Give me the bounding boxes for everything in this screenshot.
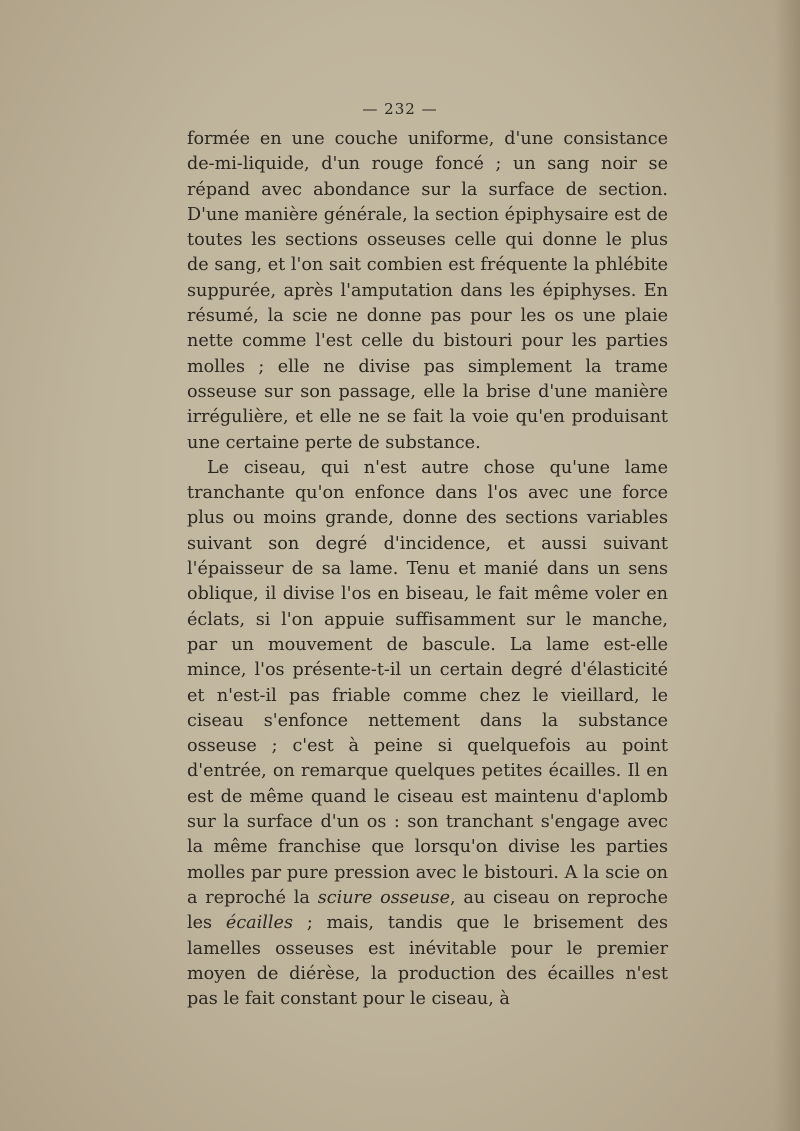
body-text <box>187 127 668 1012</box>
page-number: — 232 — <box>362 100 438 118</box>
paragraph-2-text-a: Le ciseau, qui n'est autre chose qu'une lame tranchante qu'on enfonce dans l'os avec une force plus ou moins grande, donne des sections variables suivant son degré d'incidence, et aussi suivant l'épaisseur de sa lame. Tenu et manié dans un sens oblique, il divise l'os en biseau, le fait même voler en éclats, si l'on appuie suffisamment sur le manche, par un mouvement de bascule. La lame est-elle mince, l'os présente-t-il un certain degré d'élasticité et n'est-il pas friable comme chez le vieillard, le ciseau s'enfonce nettement dans la substance osseuse ; c'est à peine si quelquefois au point d'entrée, on remarque quelques petites écailles. Il en est de même quand le ciseau est maintenu d'aplomb sur la surface d'un os : son tranchant s'engage avec la même franchise que lorsqu'on divise les parties molles par pure pression avec le bistouri. A la scie on a reproché la <box>187 457 668 908</box>
paragraph-2 <box>187 456 668 1013</box>
paragraph-1 <box>187 127 668 456</box>
paragraph-2-text-b: , au ciseau on reproche les <box>187 887 668 934</box>
italic-term-sciure-osseuse: sciure osseuse <box>317 887 451 908</box>
paragraph-1-text: formée en une couche uniforme, d'une consistance de-mi-liquide, d'un rouge foncé ; un sang noir se répand avec abondance sur la surface de section. D'une manière générale, la section épiphysaire est de toutes les sections osseuses celle qui donne le plus de sang, et l'on sait combien est fréquente la phlébite suppurée, après l'amputation dans les épiphyses. En résumé, la scie ne donne pas pour les os une plaie nette comme l'est celle du bistouri pour les parties molles ; elle ne divise pas simplement la trame osseuse sur son passage, elle la brise d'une manière irrégulière, et elle ne se fait la voie qu'en produisant une certaine perte de substance. <box>187 129 668 453</box>
paragraph-2-text-c: ; mais, tandis que le brisement des lamelles osseuses est inévitable pour le premier moyen de diérèse, la production des écailles n'est pas le fait constant pour le ciseau, à <box>187 913 668 1010</box>
italic-term-ecailles: écailles <box>225 913 293 934</box>
